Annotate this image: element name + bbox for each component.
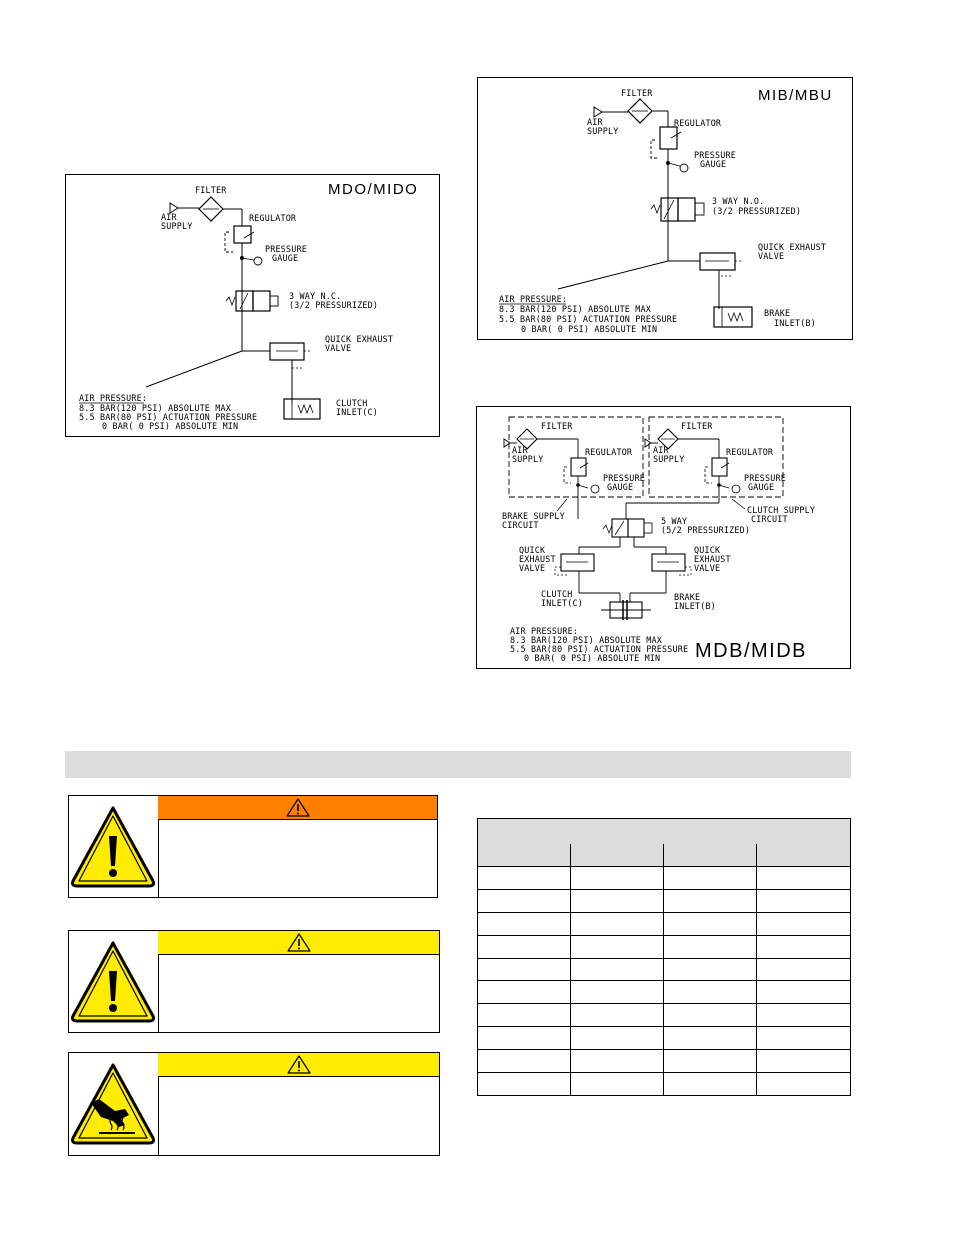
table-column-divider bbox=[570, 844, 571, 1095]
quick-exhaust-valve-right bbox=[652, 554, 685, 571]
air-label: AIR bbox=[587, 117, 603, 127]
quick-exhaust-valve-symbol bbox=[700, 253, 735, 270]
three-way-valve-symbol bbox=[236, 291, 253, 311]
table-row bbox=[478, 958, 850, 982]
inlet-label-2: INLET(C) bbox=[336, 407, 378, 417]
air-pressure-actuation: 5.5 BAR(80 PSI) ACTUATION PRESSURE bbox=[79, 412, 258, 422]
air-pressure-title: AIR PRESSURE: bbox=[510, 626, 579, 636]
table-row bbox=[478, 1026, 850, 1050]
air-supply-symbol bbox=[594, 107, 602, 117]
mib-schematic bbox=[478, 78, 851, 338]
mdb-schematic bbox=[477, 407, 849, 667]
table-title-band bbox=[478, 819, 850, 845]
brake-inlet-label-2: INLET(B) bbox=[674, 601, 716, 611]
air-label-left: AIR bbox=[512, 445, 528, 455]
regulator-symbol bbox=[660, 127, 677, 149]
small-alert-triangle-icon bbox=[286, 798, 310, 817]
clutch-inlet-label-2: INLET(C) bbox=[541, 598, 583, 608]
pressure-gauge-symbol-left bbox=[591, 485, 599, 493]
mdo-schematic bbox=[66, 175, 438, 435]
pressure-label: PRESSURE bbox=[265, 244, 307, 254]
diagram-mib-mbu bbox=[477, 77, 853, 340]
gauge-label-left: GAUGE bbox=[607, 482, 634, 492]
supply-label: SUPPLY bbox=[161, 221, 193, 231]
caution-message-area bbox=[158, 955, 439, 1032]
qe-label-1: QUICK EXHAUST bbox=[325, 334, 394, 344]
air-pressure-title: AIR PRESSURE: bbox=[79, 393, 148, 403]
regulator-symbol bbox=[234, 226, 251, 243]
five-way-valve-symbol bbox=[612, 519, 628, 537]
small-alert-triangle-icon bbox=[287, 1055, 311, 1074]
inlet-label-1: CLUTCH bbox=[336, 398, 368, 408]
diagram-mdo-mido bbox=[65, 174, 440, 437]
table-row bbox=[478, 1072, 850, 1095]
qe-right-label-3: VALVE bbox=[694, 563, 721, 573]
warning-signal-header bbox=[158, 796, 437, 820]
warning-icon-cell bbox=[69, 796, 159, 897]
regulator-label-right: REGULATOR bbox=[726, 447, 774, 457]
table-row bbox=[478, 889, 850, 913]
table-header-row bbox=[478, 844, 850, 867]
filter-label-left: FILTER bbox=[541, 421, 573, 431]
quick-exhaust-valve-symbol bbox=[270, 343, 304, 360]
hot-surface-message-area bbox=[158, 1077, 439, 1155]
clutch-circuit-label-1: CLUTCH SUPPLY bbox=[747, 505, 816, 515]
brake-circuit-label-1: BRAKE SUPPLY bbox=[502, 511, 565, 521]
brake-circuit-label-2: CIRCUIT bbox=[502, 520, 539, 530]
table-row bbox=[478, 912, 850, 936]
diagram-title: MDO/MIDO bbox=[328, 181, 419, 198]
warning-hazard-box bbox=[68, 795, 438, 898]
table-column-divider bbox=[756, 844, 757, 1095]
inlet-label-2: INLET(B) bbox=[774, 318, 816, 328]
qe-right-label-2: EXHAUST bbox=[694, 554, 731, 564]
regulator-label: REGULATOR bbox=[674, 118, 722, 128]
air-pressure-max: 8.3 BAR(120 PSI) ABSOLUTE MAX bbox=[499, 304, 652, 314]
valve-label-2: (5/2 PRESSURIZED) bbox=[661, 525, 751, 535]
air-pressure-actuation: 5.5 BAR(80 PSI) ACTUATION PRESSURE bbox=[499, 314, 678, 324]
air-label: AIR bbox=[161, 212, 177, 222]
warning-message-area bbox=[158, 820, 437, 897]
qe-left-label-1: QUICK bbox=[519, 545, 546, 555]
table-row bbox=[478, 866, 850, 890]
regulator-symbol-left bbox=[571, 458, 586, 476]
air-pressure-min: 0 BAR( 0 PSI) ABSOLUTE MIN bbox=[521, 324, 658, 334]
pressure-label-right: PRESSURE bbox=[744, 473, 786, 483]
gauge-label: GAUGE bbox=[272, 253, 299, 263]
air-pressure-title: AIR PRESSURE: bbox=[499, 294, 568, 304]
exclamation-triangle-icon bbox=[69, 931, 158, 1031]
pressure-gauge-symbol bbox=[254, 257, 262, 265]
regulator-label-left: REGULATOR bbox=[585, 447, 633, 457]
pressure-gauge-symbol bbox=[680, 164, 688, 172]
pressure-label-left: PRESSURE bbox=[603, 473, 645, 483]
valve-label-1: 3 WAY N.O. bbox=[712, 196, 765, 206]
air-label-right: AIR bbox=[653, 445, 669, 455]
valve-label-1: 5 WAY bbox=[661, 516, 688, 526]
table-row bbox=[478, 935, 850, 959]
air-pressure-max: 8.3 BAR(120 PSI) ABSOLUTE MAX bbox=[510, 635, 663, 645]
brake-inlet-symbol bbox=[714, 307, 752, 327]
diagram-mdb-midb bbox=[476, 406, 851, 669]
qe-label-2: VALVE bbox=[758, 251, 785, 261]
caution-hazard-box bbox=[68, 930, 440, 1033]
filter-label: FILTER bbox=[195, 185, 227, 195]
exclamation-triangle-icon bbox=[69, 796, 158, 896]
air-pressure-min: 0 BAR( 0 PSI) ABSOLUTE MIN bbox=[524, 653, 661, 663]
air-pressure-max: 8.3 BAR(120 PSI) ABSOLUTE MAX bbox=[79, 403, 232, 413]
air-pressure-actuation: 5.5 BAR(80 PSI) ACTUATION PRESSURE bbox=[510, 644, 689, 654]
section-header-bar bbox=[65, 751, 851, 778]
regulator-symbol-right bbox=[712, 458, 727, 476]
diagram-title: MDB/MIDB bbox=[695, 640, 807, 662]
air-pressure-min: 0 BAR( 0 PSI) ABSOLUTE MIN bbox=[102, 421, 239, 431]
pressure-label: PRESSURE bbox=[694, 150, 736, 160]
quick-exhaust-valve-left bbox=[561, 554, 594, 571]
clutch-inlet-symbol bbox=[284, 399, 320, 419]
valve-label-2: (3/2 PRESSURIZED) bbox=[712, 206, 802, 216]
table-row bbox=[478, 1049, 850, 1073]
regulator-label: REGULATOR bbox=[249, 213, 297, 223]
hot-surface-signal-header bbox=[158, 1053, 439, 1077]
small-alert-triangle-icon bbox=[287, 933, 311, 952]
three-way-valve-symbol bbox=[661, 198, 678, 221]
hot-surface-icon-cell bbox=[69, 1053, 159, 1155]
brake-inlet-label-1: BRAKE bbox=[674, 592, 701, 602]
qe-label-1: QUICK EXHAUST bbox=[758, 242, 827, 252]
supply-label-left: SUPPLY bbox=[512, 454, 544, 464]
caution-icon-cell bbox=[69, 931, 159, 1032]
filter-label: FILTER bbox=[621, 88, 653, 98]
qe-label-2: VALVE bbox=[325, 343, 352, 353]
hot-surface-icon bbox=[69, 1053, 158, 1154]
valve-label-1: 3 WAY N.C. bbox=[289, 291, 342, 301]
table-row bbox=[478, 1003, 850, 1027]
qe-left-label-3: VALVE bbox=[519, 563, 546, 573]
qe-right-label-1: QUICK bbox=[694, 545, 721, 555]
diagram-title: MIB/MBU bbox=[758, 87, 833, 104]
supply-label-right: SUPPLY bbox=[653, 454, 685, 464]
gauge-label-right: GAUGE bbox=[748, 482, 775, 492]
clutch-circuit-label-2: CIRCUIT bbox=[751, 514, 788, 524]
gauge-label: GAUGE bbox=[700, 159, 727, 169]
table-row bbox=[478, 981, 850, 1005]
valve-label-2: (3/2 PRESSURIZED) bbox=[289, 300, 379, 310]
filter-label-right: FILTER bbox=[681, 421, 713, 431]
qe-left-label-2: EXHAUST bbox=[519, 554, 556, 564]
hot-surface-hazard-box bbox=[68, 1052, 440, 1156]
specification-table bbox=[477, 818, 851, 1096]
inlet-label-1: BRAKE bbox=[764, 308, 791, 318]
supply-label: SUPPLY bbox=[587, 126, 619, 136]
pressure-gauge-symbol-right bbox=[732, 485, 740, 493]
air-supply-symbol-right bbox=[645, 439, 651, 447]
table-column-divider bbox=[663, 844, 664, 1095]
clutch-inlet-label-1: CLUTCH bbox=[541, 589, 573, 599]
caution-signal-header bbox=[158, 931, 439, 955]
